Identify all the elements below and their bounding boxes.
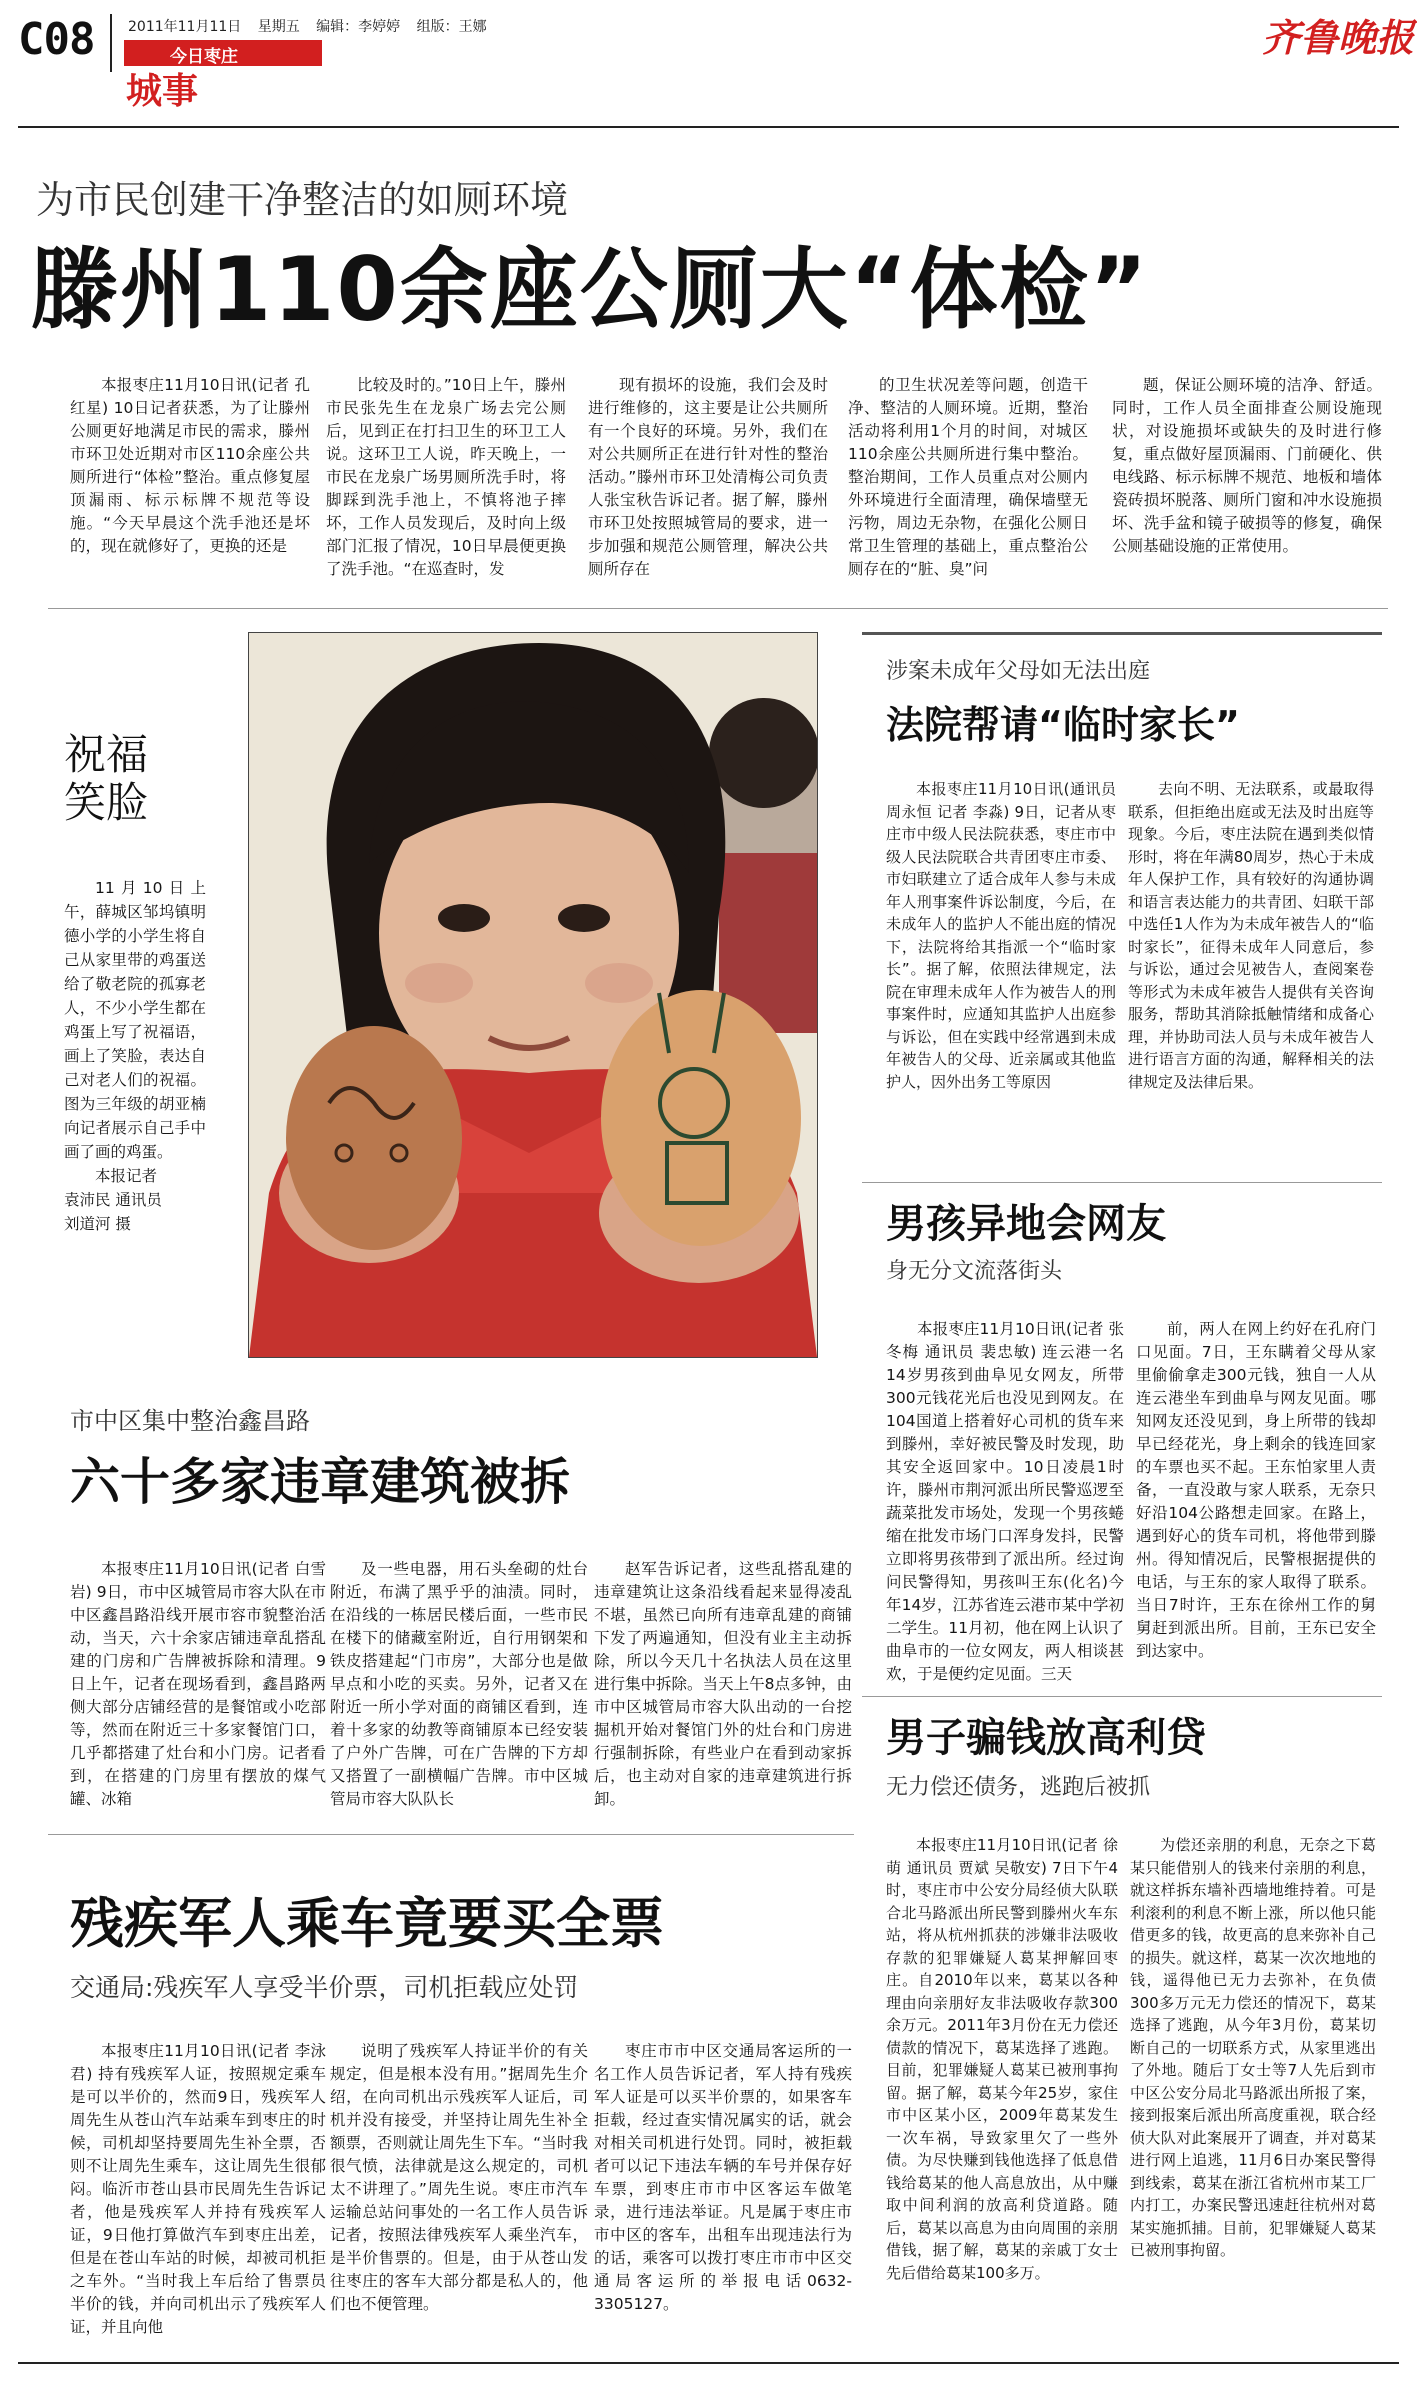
xinchang-paragraph: 本报枣庄11月10日讯(记者 白雪岩) 9日，市中区城管局市容大队在市中区鑫昌路沿线开展市容市貌整治活动，当天，六十余家店铺违章乱搭乱建的门房和广告牌被拆除和清理。9日上午，记者在现场看到，鑫昌路两侧大部分店铺经营的是餐馆或小吃部等，然而在附近三十多家餐馆门口，几乎都搭建了灶台和小门房。记者看到，在搭建的门房里有摆放的煤气罐、冰箱 (70, 1560, 326, 1808)
lead-col-2 (326, 374, 566, 584)
section-tag: 今日枣庄 (170, 47, 238, 67)
veteran-col-2 (330, 2040, 588, 2340)
photo-caption-text: 11月10日上午，薛城区邹坞镇明德小学的小学生将自己从家里带的鸡蛋送给了敬老院的孤寡老人，不少小学生都在鸡蛋上写了祝福语，画上了笑脸，表达自己对老人们的祝福。图为三年级的胡亚楠向记者展示自己手中画了画的鸡蛋。 (64, 879, 206, 1161)
veteran-paragraph: 枣庄市市中区交通局客运所的一名工作人员告诉记者，军人持有残疾军人证是可以买半价票的，如果客车拒载，经过查实情况属实的话，就会对相关司机进行处罚。同时，被拒载者可以记下违法车辆的车号并保存好车票，到枣庄市市中区客运车做笔录，进行违法举证。凡是属于枣庄市市中区的客车，出租车出现违法行为的话，乘客可以拨打枣庄市市中区交通局客运所的举报电话0632-3305127。 (594, 2042, 852, 2313)
veteran-headline: 残疾军人乘车竟要买全票 (70, 1892, 664, 1955)
court-box-top-rule (862, 632, 1382, 635)
photo-title-2: 笑脸 (64, 778, 149, 827)
xinchang-kicker: 市中区集中整治鑫昌路 (70, 1407, 310, 1435)
section-title: 城事 (126, 71, 199, 112)
boy-paragraph: 本报枣庄11月10日讯(记者 张冬梅 通讯员 裴忠敏) 连云港一名14岁男孩到曲阜见女网友，所带300元钱花光后也没见到网友。在104国道上搭着好心司机的货车来到滕州，幸好被民警及时发现，助其安全返回家中。10日凌晨1时许，滕州市荆河派出所民警巡逻至蔬菜批发市场处，发现一个男孩蜷缩在批发市场门口浑身发抖，民警立即将男孩带到了派出所。经过询问民警得知，男孩叫王东(化名)今年14岁，江苏省连云港市某中学初二学生。11月初，他在网上认识了曲阜市的一位女网友，两人相谈甚欢，于是便约定见面。三天 (886, 1320, 1124, 1683)
boy-headline: 男孩异地会网友 (886, 1201, 1166, 1247)
court-kicker: 涉案未成年父母如无法出庭 (886, 659, 1151, 684)
lead-col-1 (70, 374, 310, 584)
loan-paragraph: 为偿还亲朋的利息，无奈之下葛某只能借别人的钱来付亲朋的利息，就这样拆东墙补西墙地维持着。可是利滚利的利息不断上涨，所以他只能借更多的钱，故更高的息来弥补自己的损失。就这样，葛某一次次地地的钱，遥得他已无力去弥补，在负债300多万元无力偿还的情况下，葛某选择了逃跑，从今年3月份，葛某切断自己的一切联系方式，从家里逃出了外地。随后丁女士等7人先后到市中区公安分局北马路派出所报了案，接到报案后派出所高度重视，联合经侦大队对此案展开了调查，并对葛某进行网上追逃，11月6日办案民警得到线索，葛某在浙江省杭州市某工厂内打工，办案民警迅速赶往杭州对葛某实施抓捕。目前，犯罪嫌疑人葛某已被刑事拘留。 (1130, 1836, 1376, 2259)
loan-col-1 (886, 1834, 1118, 2334)
veteran-subhead: 交通局:残疾军人享受半价票，司机拒载应处罚 (70, 1973, 579, 2002)
lead-col-5 (1112, 374, 1382, 584)
veteran-col-1 (70, 2040, 326, 2340)
lead-bottom-rule (48, 608, 1388, 609)
lead-paragraph: 比较及时的。”10日上午，滕州市民张先生在龙泉广场去完公厕后，见到正在打扫卫生的环卫工人说。这环卫工人说，昨天晚上，一市民在龙泉广场男厕所洗手时，将脚踩到洗手池上，不慎将池子摔坏，工作人员发现后，及时向上级部门汇报了情况，10日早晨便更换了洗手池。“在巡查时，发 (326, 376, 566, 578)
court-paragraph: 本报枣庄11月10日讯(通讯员 周永恒 记者 李淼) 9日，记者从枣庄市中级人民法院获悉，枣庄市中级人民法院联合共青团枣庄市委、市妇联建立了适合成年人参与未成年人刑事案件诉讼制度，今后，在未成年人的监护人不能出庭的情况下，法院将给其指派一个“临时家长”。据了解，依照法律规定，法院在审理未成年人作为被告人的刑事案件时，应通知其监护人出庭参与诉讼，但在实践中经常遇到未成年被告人的父母、近亲属或其他监护人，因外出务工等原因 (886, 780, 1116, 1091)
xinchang-bottom-rule (48, 1834, 854, 1835)
xinchang-paragraph: 赵军告诉记者，这些乱搭乱建的违章建筑让这条沿线看起来显得凌乱不堪，虽然已向所有违章乱建的商铺下发了两遍通知，但没有业主主动拆除，所以今天几十名执法人员在这里进行集中拆除。当天上午8点多钟，由市中区城管局市容大队出动的一台挖掘机开始对餐馆门外的灶台和门房进行强制拆除，有些业户在看到动家拆后，也主动对自家的违章建筑进行拆卸。 (594, 1560, 852, 1808)
boy-paragraph: 前，两人在网上约好在孔府门口见面。7日，王东瞒着父母从家里偷偷拿走300元钱，独自一人从连云港坐车到曲阜与网友见面。哪知网友还没见到，身上所带的钱却早已经花光，身上剩余的钱连回家的车票也买不起。王东怕家里人责备，一直没敢与家人联系，无奈只好沿104公路想走回家。在路上，遇到好心的货车司机，将他带到滕州。得知情况后，民警根据提供的电话，与王东的家人取得了联系。当日7时许，王东在徐州工作的舅舅赶到派出所。目前，王东已安全到达家中。 (1136, 1320, 1376, 1660)
lead-col-4 (848, 374, 1088, 584)
loan-paragraph: 本报枣庄11月10日讯(记者 徐萌 通讯员 贾斌 吴敬安) 7日下午4时，枣庄市中公安分局经侦大队联合北马路派出所民警到滕州火车东站，将从杭州抓获的涉嫌非法吸收存款的犯罪嫌疑人葛某押解回枣庄。自2010年以来，葛某以各种理由向亲朋好友非法吸收存款300余万元。2011年3月份在无力偿还债款的情况下，葛某选择了逃跑。目前，犯罪嫌疑人葛某已被刑事拘留。据了解，葛某今年25岁，家住市中区某小区，2009年葛某发生一次车祸，导致家里欠了一些外债。为尽快赚到钱他选择了低息借钱给葛某的他人高息放出，从中赚取中间利润的放高利贷道路。随后，葛某以高息为由向周围的亲朋借钱，据了解，葛某的亲戚丁女士先后借给葛某100多万。 (886, 1836, 1118, 2282)
veteran-col-3 (594, 2040, 852, 2340)
lead-paragraph: 题，保证公厕环境的洁净、舒适。同时，工作人员全面排查公厕设施现状，对设施损坏或缺失的及时进行修复，重点做好屋顶漏雨、门前硬化、供电线路、标示标牌不规范、地板和墙体瓷砖损坏脱落、厕所门窗和冲水设施损坏、洗手盆和镜子破损等的修复，确保公厕基础设施的正常使用。 (1112, 376, 1382, 555)
boy-col-1 (886, 1318, 1124, 1718)
veteran-paragraph: 本报枣庄11月10日讯(记者 李泳君) 持有残疾军人证，按照规定乘车是可以半价的，然而9日，残疾军人周先生从苍山汽车站乘车到枣庄的时候，司机却坚持要周先生补全票，否则不让周先生乘车，这让周先生很郁闷。临沂市苍山县市民周先生告诉记者，他是残疾军人并持有残疾军人证，9日他打算做汽车到枣庄出差，但是在苍山车站的时候，却被司机拒之车外。“当时我上车后给了售票员半价的钱，并向司机出示了残疾军人证，并且向他 (70, 2042, 326, 2336)
paper-name: 齐鲁晚报 (1262, 15, 1415, 60)
masthead-divider (110, 14, 112, 72)
lead-kicker: 为市民创建干净整洁的如厕环境 (36, 178, 569, 222)
issue-date: 2011年11月11日 (128, 19, 242, 35)
court-col-2 (1128, 778, 1374, 1168)
court-bottom-rule (862, 1182, 1382, 1183)
page-number: C08 (18, 14, 95, 65)
boy-subhead: 身无分文流落街头 (886, 1259, 1063, 1284)
lead-paragraph: 现有损坏的设施，我们会及时进行维修的，这主要是让公共厕所有一个良好的环境。另外，我们在对公共厕所正在进行针对性的整治活动。”滕州市环卫处清梅公司负责人张宝秋告诉记者。据了解，滕州市环卫处按照城管局的要求，进一步加强和规范公厕管理，解决公共厕所存在 (588, 376, 828, 578)
page-bottom-rule (18, 2362, 1399, 2364)
loan-subhead: 无力偿还债务，逃跑后被抓 (886, 1775, 1151, 1800)
photo-credit-2: 袁沛民 通讯员 (64, 1191, 162, 1209)
photo-caption (64, 876, 206, 1256)
lead-paragraph: 本报枣庄11月10日讯(记者 孔红星) 10日记者获悉，为了让滕州公厕更好地满足市民的需求，滕州市环卫处近期对市区110余座公共厕所进行“体检”整治。重点修复屋顶漏雨、标示标牌不规范等设施。“今天早晨这个洗手池还是坏的，现在就修好了，更换的还是 (70, 376, 310, 555)
loan-col-2 (1130, 1834, 1376, 2334)
photo-credit-1: 本报记者 (95, 1167, 158, 1185)
photo-girl-with-eggs (248, 632, 818, 1358)
court-paragraph: 去向不明、无法联系，或最取得联系，但拒绝出庭或无法及时出庭等现象。今后，枣庄法院在遇到类似情形时，将在年满80周岁，热心于未成年人保护工作，具有较好的沟通协调和语言表达能力的共青团、妇联干部中选任1人作为为未成年被告人的“临时家长”，征得未成年人同意后，参与诉讼，通过会见被告人，查阅案卷等形式为未成年被告人提供有关咨询服务，帮助其消除抵触情绪和成备心理，并协助司法人员与未成年被告人进行语言方面的沟通，解释相关的法律规定及法律后果。 (1128, 780, 1374, 1091)
court-col-1 (886, 778, 1116, 1168)
boy-col-2 (1136, 1318, 1376, 1718)
editor: 编辑：李婷婷 (316, 19, 401, 35)
masthead-rule (18, 126, 1399, 128)
photo-credit-3: 刘道河 摄 (64, 1215, 131, 1233)
section-tag-bar (124, 40, 322, 66)
masthead-info (128, 16, 487, 36)
veteran-paragraph: 说明了残疾军人持证半价的有关规定，但是根本没有用。”据周先生介绍，在向司机出示残疾军人证后，司机并没有接受，并坚持让周先生补全额票，否则就让周先生下车。“当时我很气愤，法律就是这么规定的，司机太不讲理了。”周先生说。枣庄市汽车运输总站问事处的一名工作人员告诉记者，按照法律残疾军人乘坐汽车，是半价售票的。但是，由于从苍山发往枣庄的客车大部分都是私人的，他们也不便管理。 (330, 2042, 588, 2313)
boy-bottom-rule (862, 1696, 1382, 1697)
lead-paragraph: 的卫生状况差等问题，创造干净、整洁的人厕环境。近期，整治活动将利用1个月的时间，对城区110余座公共厕所进行集中整治。整治期间，工作人员重点对公厕内外环境进行全面清理，确保墙壁无污物，周边无杂物，在强化公厕日常卫生管理的基础上，重点整治公厕存在的“脏、臭”问 (848, 376, 1088, 578)
xinchang-headline: 六十多家违章建筑被拆 (70, 1453, 570, 1511)
xinchang-paragraph: 及一些电器，用石头垒砌的灶台附近，布满了黑乎乎的油渍。同时，在沿线的一栋居民楼后面，一些市民在楼下的储藏室附近，自行用钢架和铁皮搭建起“门市房”，大部分也是做早点和小吃的买卖。另外，记者又在附近一所小学对面的商铺区看到，连着十多家的幼教等商铺原本已经安装了户外广告牌，可在广告牌的下方却又搭置了一副横幅广告牌。市中区城管局市容大队队长 (330, 1560, 588, 1808)
loan-headline: 男子骗钱放高利贷 (886, 1715, 1206, 1761)
weekday: 星期五 (257, 19, 300, 35)
lead-headline: 滕州110余座公厕大“体检” (30, 238, 1150, 341)
lead-col-3 (588, 374, 828, 584)
xinchang-col-2 (330, 1558, 588, 1820)
court-headline: 法院帮请“临时家长” (886, 703, 1240, 747)
xinchang-col-1 (70, 1558, 326, 1820)
xinchang-col-3 (594, 1558, 852, 1820)
photo-title-1: 祝福 (64, 730, 149, 779)
designer: 组版：王娜 (416, 19, 487, 35)
